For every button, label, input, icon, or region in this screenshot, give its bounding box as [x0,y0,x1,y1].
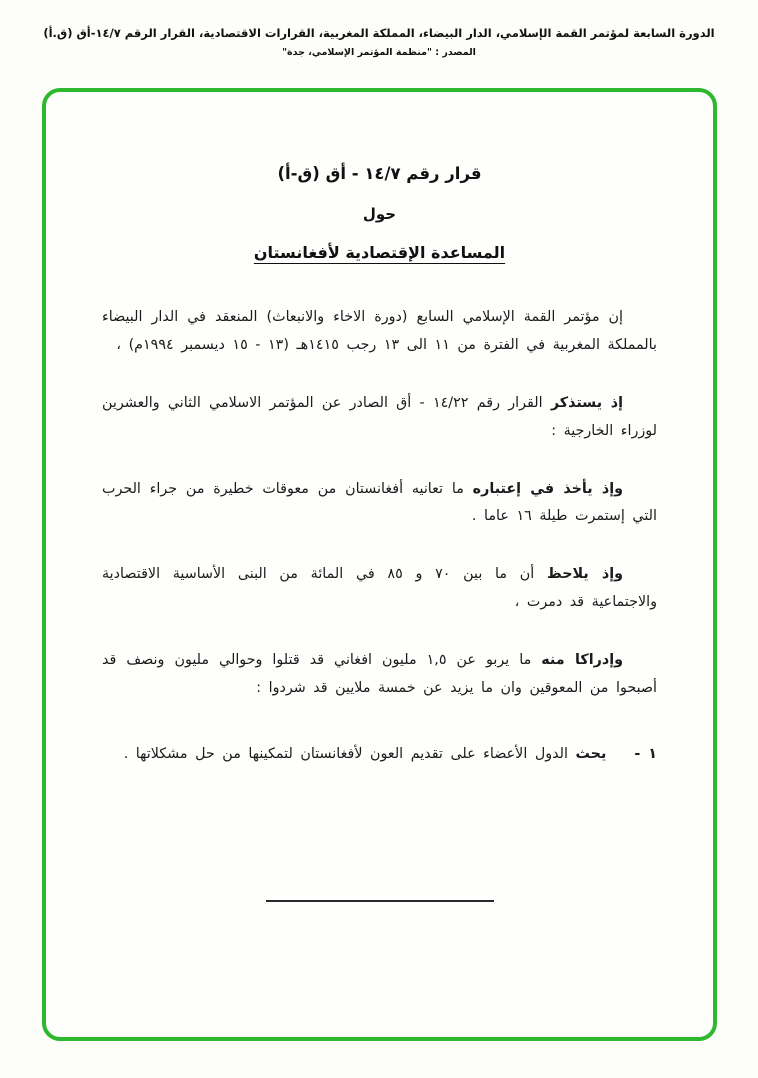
document-header [0,26,758,58]
paragraph-taking-into-account [102,476,657,532]
paragraph-lead: وإدراكا منه [541,652,623,668]
resolution-number-title: قرار رقم ١٤/٧ - أق (ق-أ) [277,164,482,183]
paragraph-text: ما يربو عن ١,٥ مليون افغاني قد قتلوا وحوالي مليون ونصف قد أصبحوا من المعوقين وان ما يزيد عن خمسة ملايين قد شردوا : [102,652,657,696]
paragraph-preamble [102,304,657,360]
header-citation: الدورة السابعة لمؤتمر القمة الإسلامي، الدار البيضاء، المملكة المغربية، القرارات الاقتصادية، القرار الرقم ١٤/٧-أق (ق.أ) [43,26,715,40]
bottom-divider [266,900,494,902]
item-number: ١ - [634,745,657,762]
item-lead: يحث [575,745,607,762]
paragraph-lead: وإذ يأخذ في إعتباره [472,480,624,497]
paragraph-text: أن ما بين ٧٠ و ٨٥ في المائة من البنى الأساسية الاقتصادية والاجتماعية قد دمرت ، [102,566,657,611]
title-block [102,164,657,262]
item-text [124,741,607,769]
paragraph-aware [102,647,657,703]
paragraph-lead: إذ يستذكر [550,394,624,411]
item-body: الدول الأعضاء على تقديم العون لأفغانستان لتمكينها من حل مشكلاتها . [123,745,568,762]
paragraph-noting [102,561,657,617]
title-about: حول [362,205,397,223]
document-body [102,304,657,769]
paragraph-text: إن مؤتمر القمة الإسلامي السابع (دورة الاخاء والانبعاث) المنعقد في الدار البيضاء بالمملكة المغربية في الفترة من ١١ الى ١٣ رجب ١٤١٥هـ (١٣ - ١٥ ديسمبر ١٩٩٤م) ، [102,309,657,353]
header-source: المصدر : "منظمة المؤتمر الإسلامي، جدة" [282,47,476,58]
paragraph-text: ما تعانيه أفغانستان من معوقات خطيرة من جراء الحرب التي إستمرت طيلة ١٦ عاما . [102,480,657,525]
paragraph-recalling [102,390,657,446]
paragraph-text: القرار رقم ١٤/٢٢ - أق الصادر عن المؤتمر الاسلامي الثاني والعشرين لوزراء الخارجية : [102,394,657,439]
paragraph-lead: وإذ يلاحظ [546,566,623,583]
title-subject: المساعدة الإقتصادية لأفغانستان [253,243,506,262]
document-frame [42,88,717,1041]
operative-item-1 [102,741,657,769]
